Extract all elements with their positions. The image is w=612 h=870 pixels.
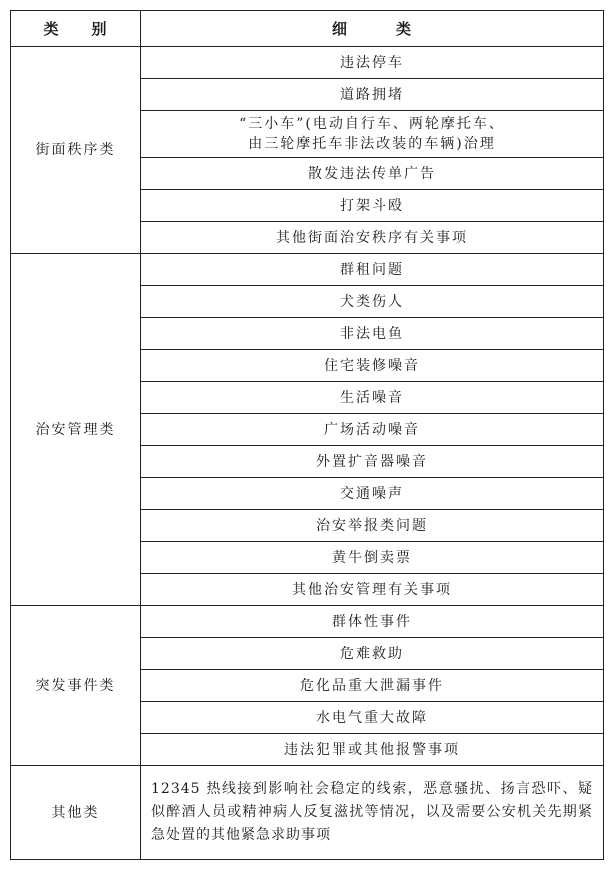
detail-item: 其他街面治安秩序有关事项 (141, 222, 604, 254)
detail-item: 外置扩音器噪音 (141, 446, 604, 478)
detail-item-line: “三小车”(电动自行车、两轮摩托车、 (239, 116, 505, 132)
detail-item: 危化品重大泄漏事件 (141, 670, 604, 702)
table-row (11, 606, 604, 638)
category-other: 其他类 (11, 766, 141, 860)
detail-item: 水电气重大故障 (141, 702, 604, 734)
category-table (10, 10, 604, 860)
detail-item: 广场活动噪音 (141, 414, 604, 446)
category-emergency: 突发事件类 (11, 606, 141, 766)
detail-item: 交通噪声 (141, 478, 604, 510)
table-row (11, 766, 604, 860)
detail-item: 违法犯罪或其他报警事项 (141, 734, 604, 766)
detail-item-multiline (141, 111, 604, 158)
detail-item-line: 由三轮摩托车非法改装的车辆)治理 (248, 136, 496, 152)
category-street-order: 街面秩序类 (11, 47, 141, 254)
detail-item: 犬类伤人 (141, 286, 604, 318)
detail-item: 道路拥堵 (141, 79, 604, 111)
detail-item: 群体性事件 (141, 606, 604, 638)
header-category: 类 别 (11, 11, 141, 47)
detail-item: 住宅装修噪音 (141, 350, 604, 382)
category-public-security: 治安管理类 (11, 254, 141, 606)
table-header-row (11, 11, 604, 47)
detail-item: 群租问题 (141, 254, 604, 286)
table-row (11, 47, 604, 79)
detail-item: 治安举报类问题 (141, 510, 604, 542)
detail-paragraph: 12345 热线接到影响社会稳定的线索，恶意骚扰、扬言恐吓、疑似醉酒人员或精神病人反复滋扰等情况，以及需要公安机关先期紧急处置的其他紧急求助事项 (141, 766, 604, 860)
header-detail: 细 类 (141, 11, 604, 47)
detail-item: 非法电鱼 (141, 318, 604, 350)
detail-item: 黄牛倒卖票 (141, 542, 604, 574)
detail-item: 散发违法传单广告 (141, 158, 604, 190)
detail-item: 其他治安管理有关事项 (141, 574, 604, 606)
detail-item: 打架斗殴 (141, 190, 604, 222)
detail-item: 生活噪音 (141, 382, 604, 414)
detail-item: 违法停车 (141, 47, 604, 79)
detail-item: 危难救助 (141, 638, 604, 670)
table-row (11, 254, 604, 286)
